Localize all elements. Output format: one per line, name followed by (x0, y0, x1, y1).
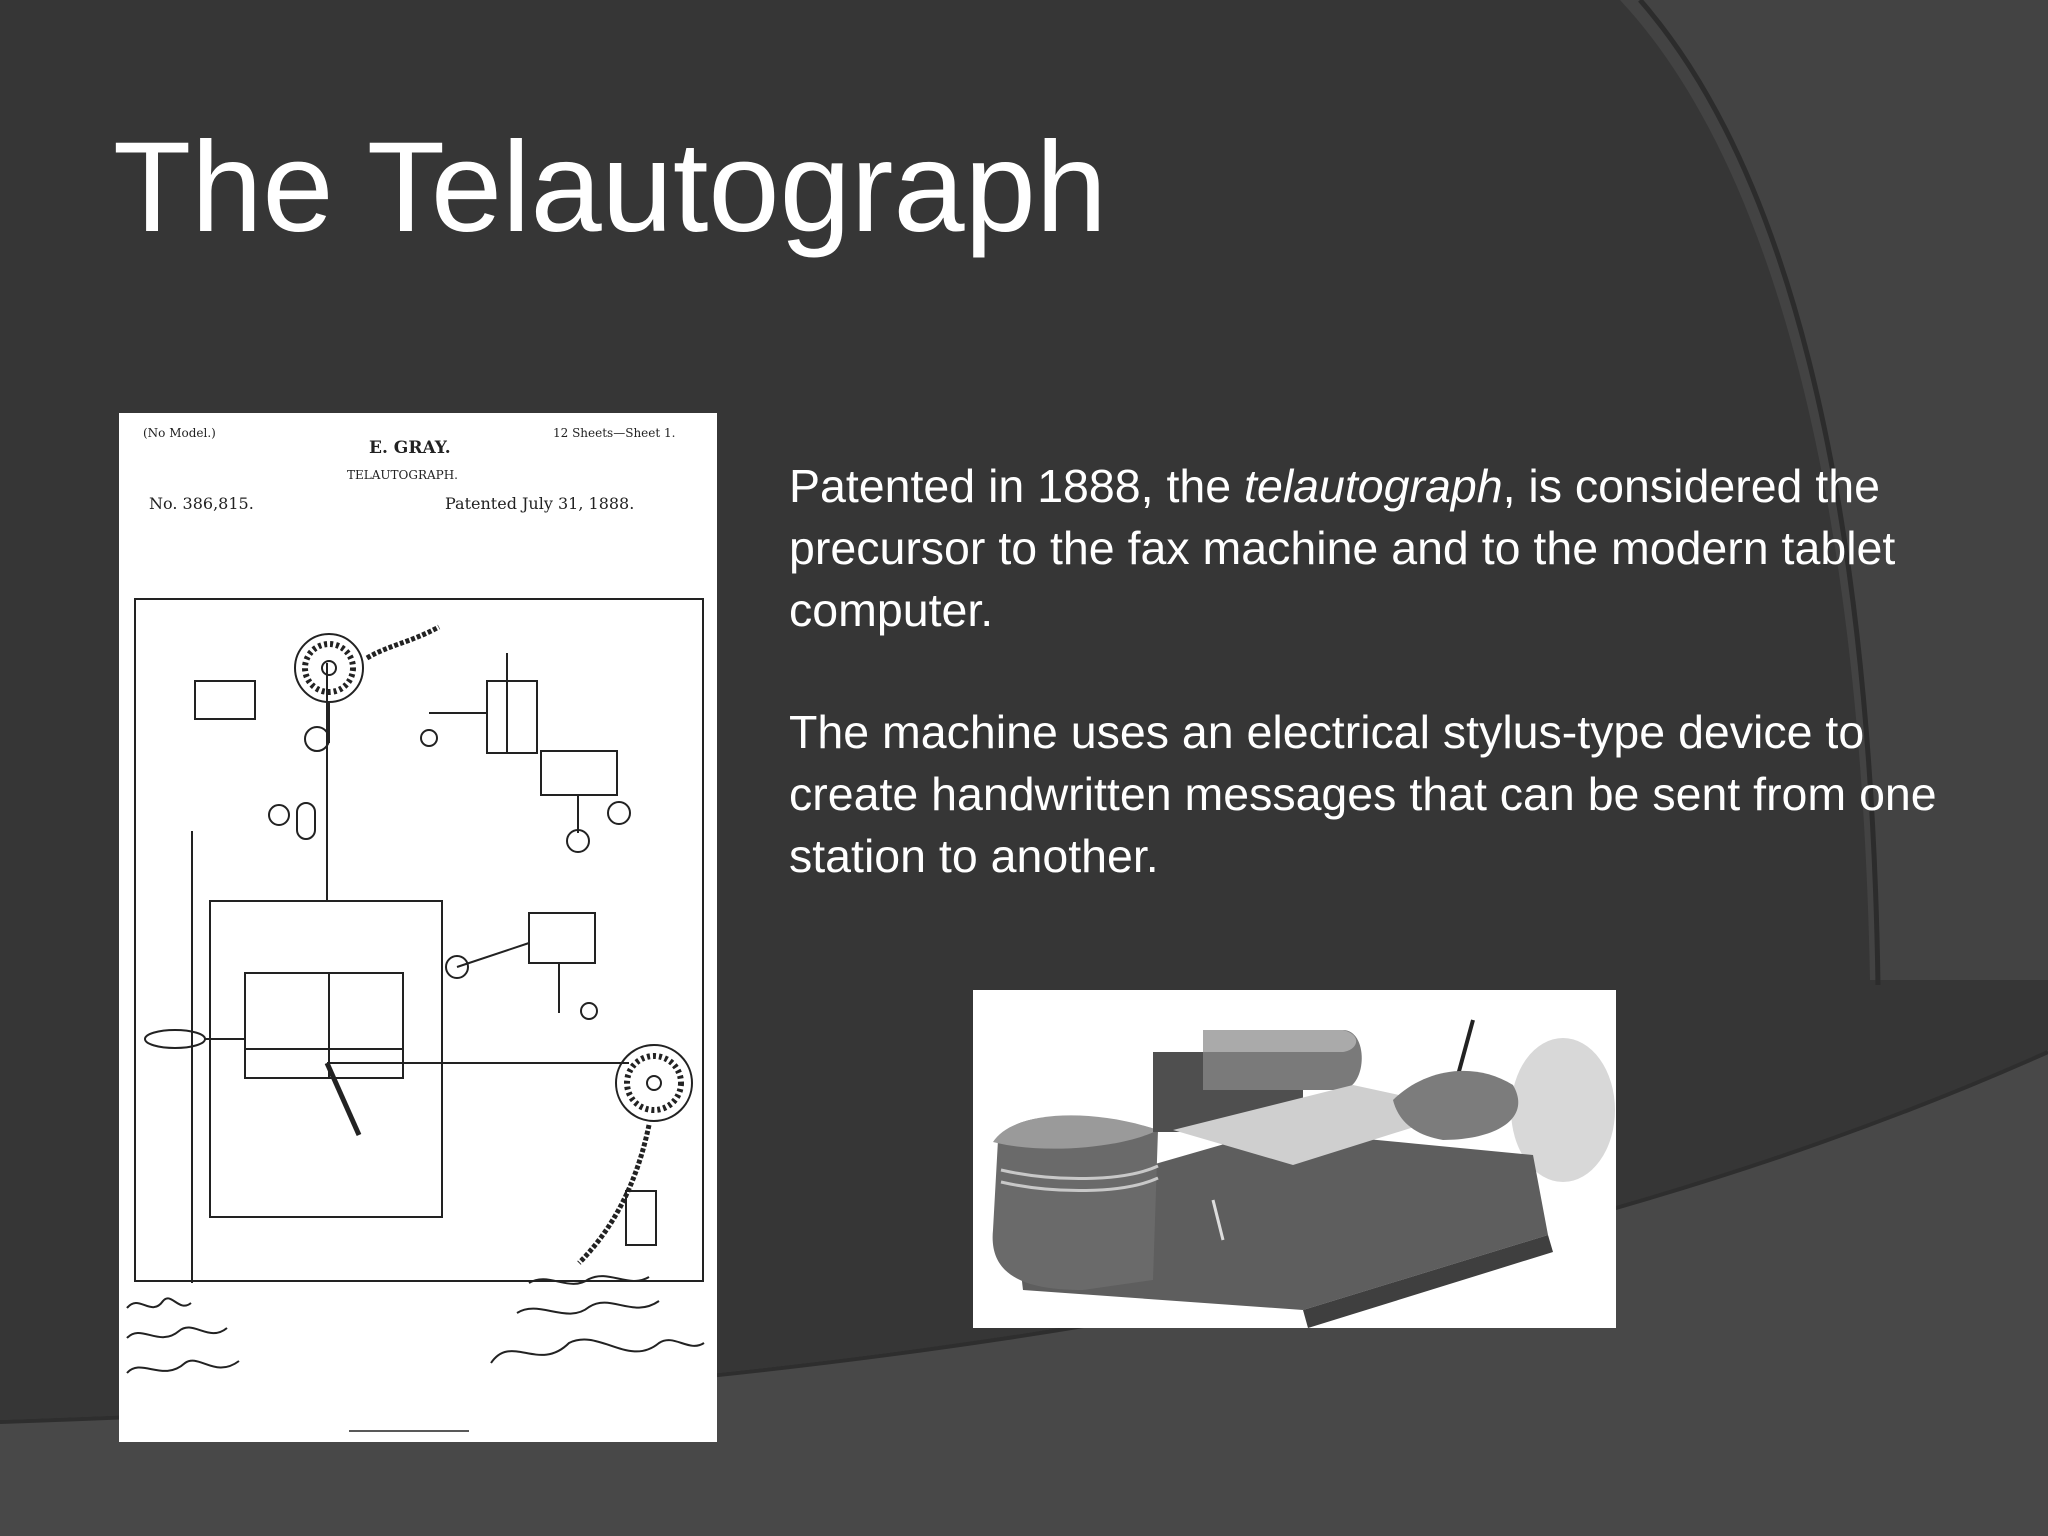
paragraph-history-text-end: , is considered the precursor to the fax machine and to the modern tablet computer. (789, 460, 1896, 636)
patent-header-left: (No Model.) (143, 426, 216, 440)
slide-body (789, 455, 1959, 947)
slide-title: The Telautograph (113, 116, 1107, 259)
patent-header-right: 12 Sheets—Sheet 1. (553, 426, 676, 440)
paragraph-function: The machine uses an electrical stylus-type device to create handwritten messages that can be sent from one station to another. (789, 706, 1937, 882)
patent-number: No. 386,815. (149, 494, 254, 513)
patent-drawing (119, 413, 717, 1442)
patent-date: Patented July 31, 1888. (445, 494, 635, 513)
patent-drawing-image (119, 413, 717, 1442)
telautograph-machine-illustration (973, 990, 1616, 1328)
telautograph-machine-photo (973, 990, 1616, 1328)
telautograph-emphasis: telautograph (1244, 460, 1503, 512)
patent-inventor: E. GRAY. (369, 438, 451, 458)
paragraph-history-text-start: Patented in 1888, the (789, 460, 1245, 512)
paragraph-history (789, 455, 1959, 641)
patent-invention: TELAUTOGRAPH. (347, 468, 458, 482)
